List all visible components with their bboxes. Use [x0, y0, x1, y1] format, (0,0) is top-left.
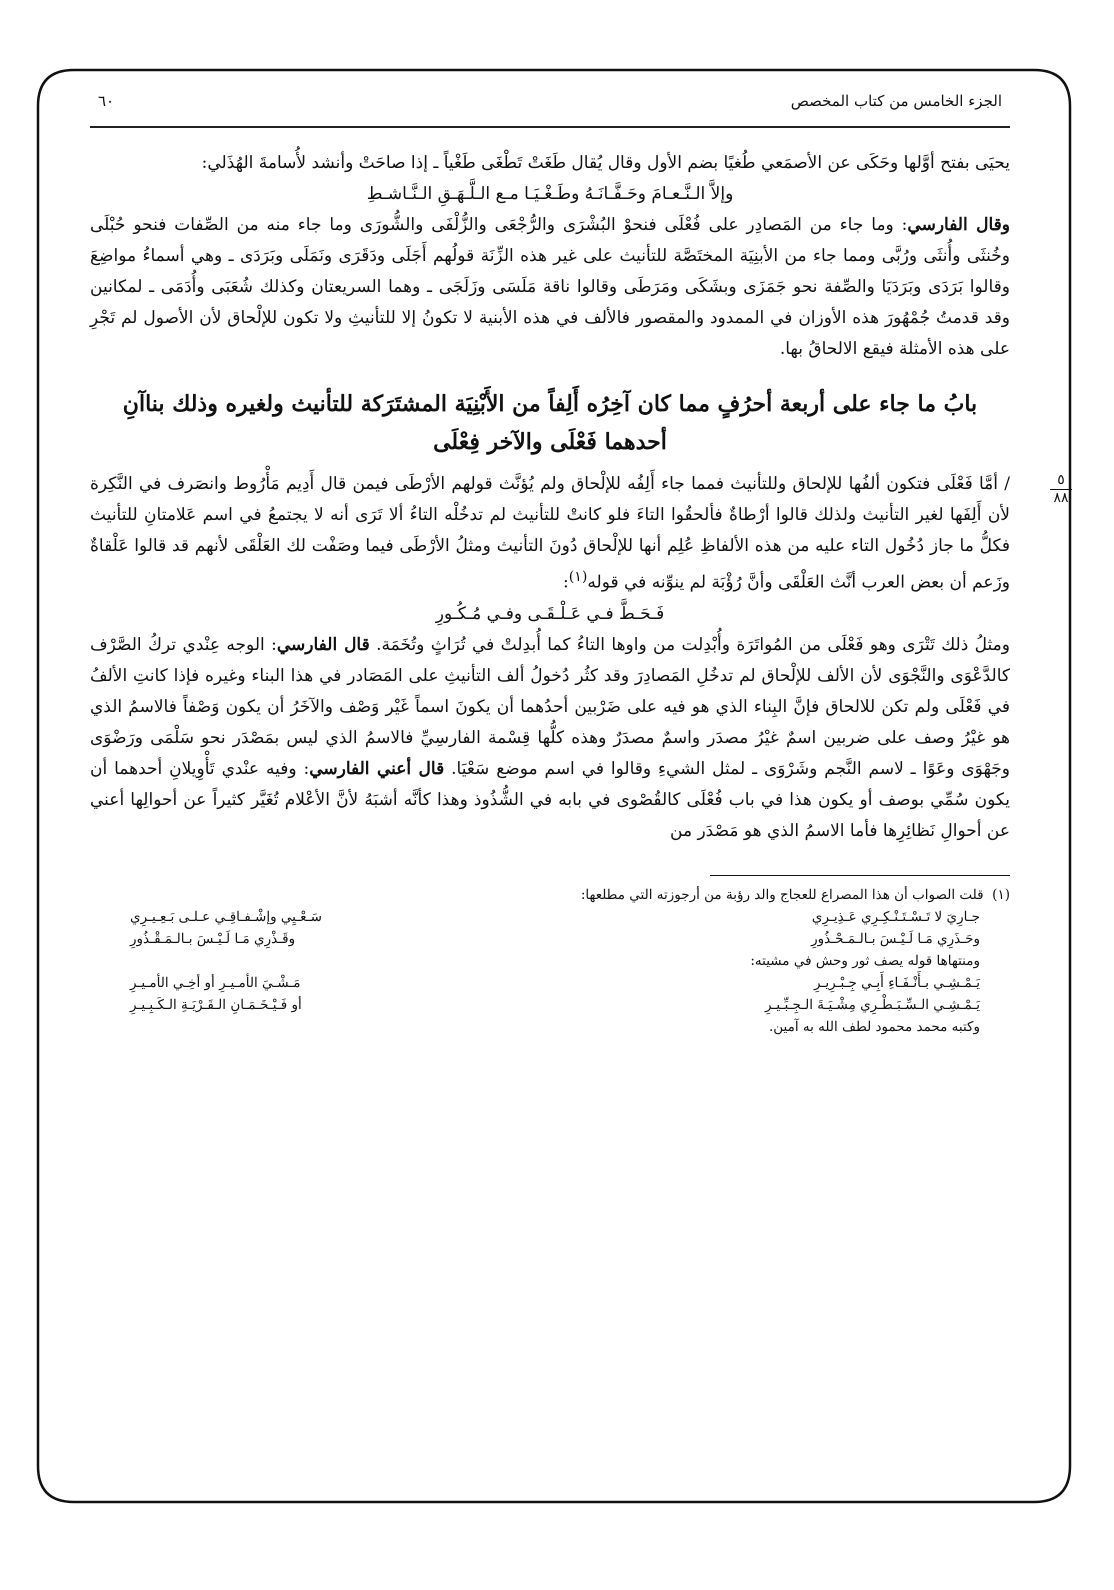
page: [90, 82, 1069, 1038]
paragraph-text: : الوجه عِنْدي تركُ الصَّرْف كالدَّعْوَى والنَّجْوَى لأن الألف للإلْحاق لم تدخُلِ المَصادِرَ وقد كثُر دُخولُ ألف التأنيثِ على المَصَادر في هذا البناء وغيره فإذا كانتِ الألفُ في فَعْلَى ولم تكن للالحاق فإنَّ البِناء الذي هو فيه على ضَرْبين أحدُهما أن يكونَ اسماً غَيْر وَصْف والآخَرُ أن يكون وَصْفاً فالاسمُ الذي هو غيْرُ وصف على ضربين اسمٌ غيْرُ مصدَر واسمٌ مصدَرٌ وهذه كلُّها قِسْمة الفارسِيِّ فالاسمُ الذي ليس بمَصْدَر نحو سَلْمَى ورَضْوَى وجَهْوَى وعَوًا ـ لاسم النَّجم وشَرْوَى ـ لمثل الشيءِ وقالوا في اسم موضع سَعْيَا.: [90, 634, 1010, 779]
verse-hemistich-right: وحَـذَرِي مَـا لَـيْـسَ بـالـمَـحْـذُورِ: [811, 930, 980, 947]
page-number: ٦٠: [98, 92, 115, 110]
paragraph: يحيَى بفتح أوَّلها وحَكَى عن الأصمَعي طُغيًا بضم الأول وقال يُقال طَغَتْ تَطْغَى طَغْياً ـ إذا صاحَتْ وأنشد لأُسامةَ الهُذَلي:: [201, 153, 1010, 173]
verse-line: فَـحَـطَّ فـي عَـلْـقَـى وفـي مُـكُـورِ: [435, 603, 665, 624]
footnote-number: (١): [992, 886, 1010, 903]
footnote-closing: وكتبه محمد محمود لطف الله به آمين.: [768, 1018, 980, 1035]
footnote-verse: [90, 928, 1010, 950]
header-rule: [90, 126, 1010, 128]
section-body: [90, 469, 1069, 847]
paragraph-text: : وفيه عنْدي تَأْوِيلانِ أحدهما أن يكون سُمِّي بوصف أو يكون هذا في باب فُعْلَى كالقُصْوى في بابه في الشُّذُوذ وهذا كأنَّه أشبَهُ لأنَّ الأعْلام تُغَيَّر كثيراً عن أحوالِها أعني عن أحوالِ نَظائِرِها فأما الاسمُ الذي هو مَصْدَر من: [90, 758, 1010, 841]
margin-marker-top: ٥: [1057, 472, 1065, 488]
verse-hemistich-left: أو فَـيْـخَـمَـانِ الـقَـرْيَـةِ الـكَـبِـيـرِ: [130, 996, 302, 1013]
verse-hemistich-right: جـارِيَ لا تَـسْـتَـنْـكِـرِي عَـذِيـرِي: [811, 908, 980, 925]
footnote-verse: [90, 906, 1010, 928]
paragraph-text: ومثلُ ذلك تَتْرَى وهو فَعْلَى من المُواتَرَة وأُبْدِلت من واوها التاءُ كما أُبدِلتْ في تُرَاثٍ وتُخَمَة.: [369, 634, 1010, 655]
footnote-intro: [90, 884, 1010, 906]
verse-hemistich-right: يَـمْـشِـي بـأَنْـفَـاءِ أَبِـي جِـبْـرِيـرِ: [813, 974, 980, 991]
verse-line: وإلاَّ الـنَّـعـامَ وحَـفَّـانَـهُ وطَـغْـيَـا مـع الـلَّـهَـقِ الـنَّـاشـطِ: [366, 184, 734, 204]
margin-marker-bottom: ٨٨: [1053, 490, 1069, 506]
paragraph-text: : وما جاء من المَصادِر على فُعْلَى فنحوْ البُشْرَى والرُّجْعَى والزُّلْفَى والشُّورَى وما جاء منه من الصِّفات فنحو حُبْلَى وخُنثَى وأُنثَى ورُبَّى ومما جاء من الأبنِيَة المختَصَّة للتأنيث على غير هذه الزِّنَة قولُهم أَجَلَى ودَقَرَى ونَمَلَى وبَرَدَى ـ وهي أسماءُ مواضِعَ وقالوا بَرَدَى وبَرَدَيَا والصِّفة نحو جَمَزَى وبشَكَى ومَرَطَى وقالوا ناقة مَلَسَى وزَلَجَى ـ وهما السريعتان وكذلك شُعَبَى وأُدَمَى ـ لمكانين وقد قدمتُ جُمْهُورَ هذه الأوزان في الممدود والمقصور فالألف في هذه الأبنية لا تكونُ إلا للتأنيثِ ولا تكون للإلْحاق لأن الأصول لم تَجْرِ على هذه الأمثلة فيقع الالحاقُ بها.: [90, 215, 1010, 359]
footnote-rule: [710, 875, 1010, 876]
paragraph: [90, 210, 1010, 365]
speaker-label: وقال الفارسي: [907, 215, 1010, 235]
footnote-text: ومنتهاها قوله يصف ثور وحش في مشيته:: [750, 952, 980, 969]
running-header: [90, 82, 1010, 122]
chapter-heading: بابُ ما جاء على أربعة أحرُفٍ مما كان آخِرُه أَلِفاً من الأَبْنِيَة المشتَرَكة للتأنيث ولغيره وذلك بناآنِ أحدهما فَعْلَى والآخر فِعْلَى: [122, 391, 978, 455]
verse-hemistich-left: سَـعْـيِي وإشْـفـاقِـي عـلـى بَـعِـيـرِي: [130, 908, 322, 925]
header-title: الجزء الخامس من كتاب المخصص: [790, 92, 1002, 110]
footnote-text: قلت الصواب أن هذا المصراع للعجاج والد رؤبة من أرجوزته التي مطلعها:: [580, 886, 984, 903]
verse-hemistich-left: وقَـذْرِي مَـا لَـيْـسَ بـالـمَـقْـذُورِ: [130, 930, 296, 947]
margin-page-marker: [1050, 473, 1072, 506]
verse-hemistich-left: مَـشْـيَ الأمـيـرِ أو أخِـي الأمـيـرِ: [130, 974, 301, 991]
paragraph: [90, 469, 1010, 599]
footnotes: [90, 884, 1010, 1038]
footnote-verse: [90, 994, 1010, 1016]
speaker-label: قال أعني الفارسي: [309, 758, 445, 779]
paragraph-end: :: [563, 572, 569, 593]
footnote-ref[interactable]: (١): [568, 569, 588, 585]
speaker-label: قال الفارسي: [276, 634, 370, 655]
main-text: [90, 148, 1069, 1038]
footnote-verse: [90, 972, 1010, 994]
verse-hemistich-right: يَـمْـشِـي الـسِّـبَـطْـرِي مِشْـيَـةَ الـجِـبِّـيـرِ: [765, 996, 980, 1013]
paragraph: [90, 630, 1010, 847]
paragraph-text: / أمَّا فَعْلَى فتكون ألفُها للإلحاق وللتأنيث فمما جاء أَلِفُه للإلْحاق ولم يُؤنَّث قولهم الأرْطَى فيمن قال أَدِيم مَأْرُوط وانصَرف في النَّكِرة لأن أَلِفَها لغير التأنيث ولذلك قالوا أرْطاةٌ فألحقُوا التاءَ فلو كانتْ للتأنيث لم تدخُلْه التاءُ ألا تَرَى أنه لا يجتمعُ في اسم عَلامتانِ للتأنيث فكلُّ ما جاز دُخُول التاء عليه من هذه الألفاظِ عُلِم أنها للإلْحاق دُونَ التأنيث ومثلُ الأرْطَى فيما وصَفْت لك العَلْقَى لأنهم قد قالوا عَلْقاةٌ وزَعم أن بعض العرب أنَّث العَلْقَى وأنَّ رُؤْبَة لم ينوِّنه في قوله: [90, 474, 1010, 593]
